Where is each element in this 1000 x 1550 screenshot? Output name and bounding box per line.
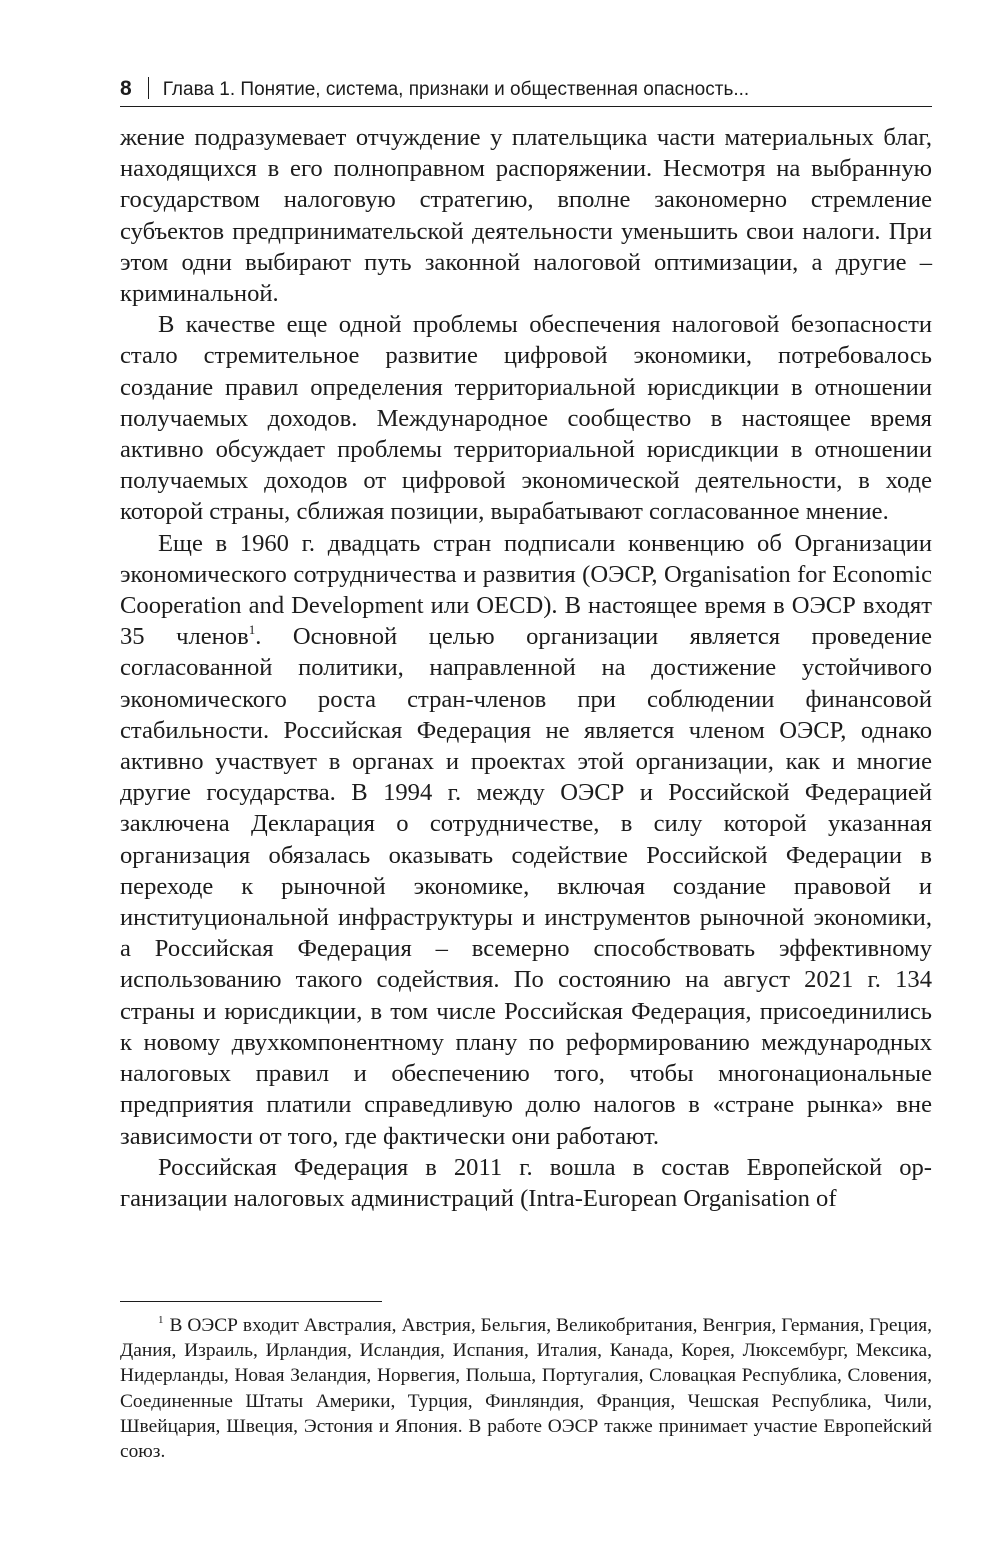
footnote-separator <box>120 1301 382 1302</box>
running-header <box>120 74 932 104</box>
header-divider <box>148 77 149 99</box>
main-text <box>120 122 932 1214</box>
paragraph-3-part-1: Еще в 1960 г. двадцать стран подписали конвенцию об Организации экономического сотрудничества и развития (ОЭСР, Organisation for Economic Cooperation and Development или OECD). В настоящее время в ОЭСР входят 35 членов <box>120 529 932 651</box>
footnote-text: В ОЭСР входит Австралия, Австрия, Бельгия, Великобритания, Венгрия, Германия, Греция, Дания, Израиль, Ирландия, Исландия, Испания, Италия, Канада, Корея, Люксембург, Мексика, Нидерланды, Новая Зеландия, Норвегия, Польша, Португалия, Словацкая Республика, Словения, Соединенные Штаты Америки, Турция, Финляндия, Франция, Чешская Республика, Чили, Швейцария, Швеция, Эстония и Япония. В работе ОЭСР также принимает участие Европейский союз. <box>120 1315 932 1463</box>
footnote-marker: 1 <box>158 1314 164 1326</box>
paragraph-1: жение подразумевает отчуждение у плательщика части материальных благ, находящихся в его полноправном распоряжении. Несмотря на выбранную государством налоговую стратегию, вполне закономерно стремление субъектов предпринимательской деятельности уменьшить свои налоги. При этом одни выбирают путь законной налоговой оптимизации, а другие – криминальной. <box>120 124 932 308</box>
chapter-title: Глава 1. Понятие, система, признаки и общественная опасность... <box>162 79 750 100</box>
paragraph-2: В качестве еще одной проблемы обеспечения налоговой безопасности стало стремительное развитие цифровой экономики, потребовалось создание правил определения территориальной юрисдикции в отношении получаемых доходов. Международное сообщество в настоящее время активно обсуждает проблемы территориальной юрисдикции в отношении получаемых доходов от цифровой экономической деятельности, в ходе которой страны, сближая позиции, вырабатывают согласованное мнение. <box>120 311 932 526</box>
paragraph-3 <box>120 528 932 1152</box>
footnote-reference[interactable]: 1 <box>248 622 256 638</box>
page-number: 8 <box>120 77 132 100</box>
footnote-1 <box>120 1313 932 1464</box>
header-rule <box>120 106 932 107</box>
paragraph-3-part-2: . Основной целью организации является проведение согласованной политики, направленной на достижение устойчивого экономического роста стран-членов при соблюдении финансовой стабильности. Российская Федерация не является членом ОЭСР, однако активно участвует в органах и проектах этой организации, как и многие другие государства. В 1994 г. между ОЭСР и Российской Федерацией заключена Декларация о сотрудничестве, в силу которой указанная организация обязалась оказывать содействие Российской Федерации в переходе к рыночной экономике, включая создание правовой и институциональной инфраструктуры и инструментов рыночной экономики, а Российская Федерация – всемерно способствовать эффективному использованию такого содействия. По состоянию на август 2021 г. 134 страны и юрисдикции, в том числе Российская Федерация, присоединились к новому двухкомпонентному плану по реформированию международных налоговых правил и обеспечению того, чтобы многонациональные предприятия платили справедливую долю налогов в «стране рынка» вне зависимости от того, где фактически они работают. <box>120 623 933 1150</box>
paragraph-4: Российская Федерация в 2011 г. вошла в состав Европейской организации налоговых администраций (Intra-European Organisation of <box>120 1153 932 1212</box>
